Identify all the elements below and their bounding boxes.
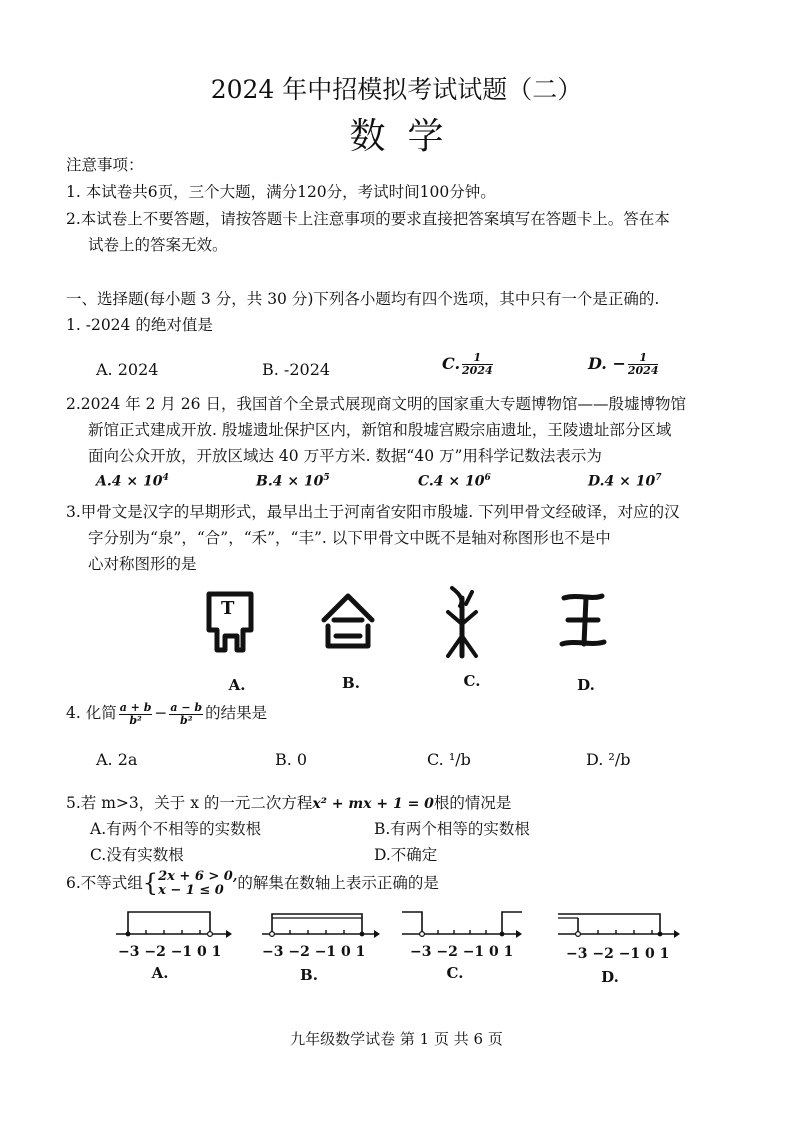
q5-option-b: B.有两个相等的实数根 — [374, 820, 530, 838]
number-line-c-ticks: −3 −2 −1 0 1 — [410, 944, 514, 960]
section1-heading: 一、选择题(每小题 3 分，共 30 分)下列各小题均有四个选项，其中只有一个是正确的. — [66, 290, 660, 308]
exam-title: 2024 年中招模拟考试试题（二） — [210, 75, 583, 104]
oracle-glyph-feng — [558, 590, 608, 652]
q6-label-a: A. — [151, 964, 169, 982]
q5-option-d: D.不确定 — [374, 846, 438, 864]
q4-option-b: B. 0 — [275, 750, 308, 769]
q4-option-d: D. ²/b — [586, 750, 631, 769]
q3-line2: 字分别为“泉”，“合”，“禾”，“丰”. 以下甲骨文中既不是轴对称图形也不是中 — [88, 529, 611, 547]
q2-option-a: $A.4 \times 10^4$ — [96, 473, 169, 490]
q3-line1: 3.甲骨文是汉字的早期形式，最早出土于河南省安阳市殷墟. 下列甲骨文经破译，对应的汉 — [66, 503, 680, 521]
q1-option-a: A. 2024 — [96, 360, 159, 379]
number-line-b-ticks: −3 −2 −1 0 1 — [262, 944, 366, 960]
q3-label-a: A. — [228, 676, 246, 694]
q5-option-a: A.有两个不相等的实数根 — [90, 820, 262, 838]
q4-stem: 4. 化简 $\frac{a + b}{\text{b²}}$ − $\frac{a - b}{\text{b²}}$ 的结果是 — [66, 700, 268, 727]
notes-item-2-line2: 试卷上的答案无效。 — [88, 236, 228, 254]
q2-line1: 2.2024 年 2 月 26 日，我国首个全景式展现商文明的国家重大专题博物馆——殷墟博物馆 — [66, 395, 686, 413]
oracle-glyph-he-grain — [442, 584, 482, 660]
q4-option-c: C. ¹/b — [427, 750, 471, 769]
q1-stem: 1. -2024 的绝对值是 — [66, 316, 213, 334]
notes-item-1: 1. 本试卷共6页，三个大题，满分120分，考试时间100分钟。 — [66, 183, 496, 201]
oracle-glyph-quan-inner: T — [221, 598, 235, 619]
q2-line3: 面向公众开放，开放区域达 40 万平方米. 数据“40 万”用科学记数法表示为 — [88, 447, 602, 465]
number-line-a — [112, 908, 232, 948]
number-line-d-ticks: −3 −2 −1 0 1 — [566, 946, 670, 962]
notes-heading: 注意事项： — [66, 156, 144, 174]
number-line-a-ticks: −3 −2 −1 0 1 — [118, 944, 222, 960]
q2-option-c: $C.4 \times 10^6$ — [418, 473, 491, 490]
q1-option-d: D. − $\frac{1}{2024}$ — [588, 351, 659, 377]
notes-item-2-line1: 2.本试卷上不要答题，请按答题卡上注意事项的要求直接把答案填写在答题卡上。答在本 — [66, 210, 670, 228]
q5-stem: 5.若 m>3，关于 x 的一元二次方程x² + mx + 1 = 0根的情况是 — [66, 794, 512, 812]
q3-label-b: B. — [342, 674, 360, 692]
q6-label-c: C. — [446, 964, 464, 982]
q6-stem: 6.不等式组{ 2x + 6 > 0, x − 1 ≤ 0 的解集在数轴上表示正确的是 — [66, 869, 439, 898]
page-footer: 九年级数学试卷 第 1 页 共 6 页 — [290, 1030, 503, 1048]
q1-option-b: B. -2024 — [262, 360, 331, 379]
number-line-d — [554, 908, 682, 948]
oracle-glyph-he — [320, 590, 376, 652]
q2-option-d: $D.4 \times 10^7$ — [588, 473, 662, 490]
q2-line2: 新馆正式建成开放. 殷墟遗址保护区内，新馆和殷墟宫殿宗庙遗址，王陵遗址部分区域 — [88, 421, 672, 439]
q3-line3: 心对称图形的是 — [88, 555, 197, 573]
q6-label-d: D. — [601, 968, 619, 986]
q1-option-c: C. $\frac{1}{2024}$ — [442, 351, 493, 377]
q5-option-c: C.没有实数根 — [90, 846, 184, 864]
number-line-b — [258, 908, 380, 948]
subject-title: 数学 — [349, 116, 466, 157]
number-line-c — [398, 908, 528, 948]
q3-label-d: D. — [577, 676, 595, 694]
q4-option-a: A. 2a — [96, 750, 138, 769]
q6-label-b: B. — [300, 966, 318, 984]
q3-label-c: C. — [463, 672, 481, 690]
q2-option-b: $B.4 \times 10^5$ — [256, 473, 330, 490]
